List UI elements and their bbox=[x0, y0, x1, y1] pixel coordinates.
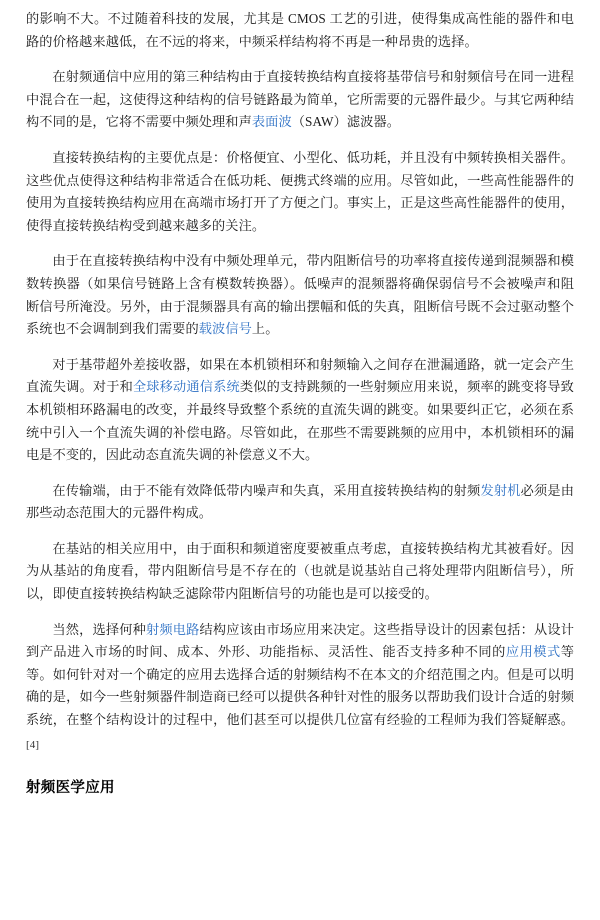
paragraph-text: 上。 bbox=[251, 321, 279, 337]
paragraph bbox=[26, 66, 574, 134]
inline-link[interactable]: 发射机 bbox=[480, 482, 521, 498]
paragraph bbox=[26, 250, 574, 340]
paragraph bbox=[26, 619, 574, 757]
reference-marker[interactable]: [4] bbox=[26, 738, 40, 751]
paragraph bbox=[26, 354, 574, 467]
paragraph-text: 等等。如何针对对一个确定的应用去选择合适的射频结构不在本文的介绍范围之内。但是可以明确的是，如今一些射频器件制造商已经可以提供各种针对性的服务以帮助我们设计合适的射频系统，在整个结构设计的过程中，他们甚至可以提供几位富有经验的工程师为我们答疑解惑。 bbox=[26, 644, 574, 728]
paragraph-text: （SAW）滤波器。 bbox=[291, 114, 401, 130]
inline-link[interactable]: 全球移动通信系统 bbox=[132, 379, 240, 395]
inline-link[interactable]: 载波信号 bbox=[198, 321, 252, 337]
paragraph bbox=[26, 8, 574, 53]
paragraph-text: 由于在直接转换结构中没有中频处理单元，带内阻断信号的功率将直接传递到混频器和模数转换器（如果信号链路上含有模数转换器）。低噪声的混频器将确保弱信号不会被噪声和阻断信号所淹没。另外，由于混频器具有高的输出摆幅和低的失真，阻断信号既不会过驱动整个系统也不会调制到我们需要的 bbox=[26, 253, 574, 337]
section-heading: 射频医学应用 bbox=[26, 780, 115, 797]
paragraph-text: 类似的支持跳频的一些射频应用来说，频率的跳变将导致本机锁相环路漏电的改变，并最终导致整个系统的直流失调的跳变。如果要纠正它，必须在系统中引入一个直流失调的补偿电路。尽管如此，在那些不需要跳频的应用中，本机锁相环的漏电是不变的，因此动态直流失调的补偿意义不大。 bbox=[26, 379, 574, 463]
paragraph bbox=[26, 538, 574, 606]
inline-link[interactable]: 表面波 bbox=[251, 114, 292, 130]
paragraph-text: 必须是由那些动态范围大的元器件构成。 bbox=[26, 482, 574, 521]
paragraph-text: 当然，选择何种 bbox=[52, 621, 147, 637]
paragraph-text: 的影响不大。不过随着科技的发展，尤其是 CMOS 工艺的引进，使得集成高性能的器件和电路的价格越来越低，在不远的将来，中频采样结构将不再是一种昂贵的选择。 bbox=[26, 11, 574, 49]
inline-link[interactable]: 射频电路 bbox=[146, 621, 200, 637]
paragraph bbox=[26, 147, 574, 237]
paragraph bbox=[26, 480, 574, 525]
paragraph-list bbox=[26, 8, 574, 756]
paragraph-text: 结构应该由市场应用来决定。这些指导设计的因素包括：从设计到产品进入市场的时间、成本、外形、功能指标、灵活性、能否支持多种不同的 bbox=[26, 621, 574, 660]
paragraph-text: 对于基带超外差接收器，如果在本机锁相环和射频输入之间存在泄漏通路，就一定会产生直流失调。对于和 bbox=[26, 356, 574, 395]
paragraph-text: 在基站的相关应用中，由于面积和频道密度要被重点考虑，直接转换结构尤其被看好。因为从基站的角度看，带内阻断信号是不存在的（也就是说基站自己将处理带内阻断信号），所以，即使直接转换结构缺乏滤除带内阻断信号的功能也是可以接受的。 bbox=[26, 540, 574, 602]
inline-link[interactable]: 应用模式 bbox=[505, 644, 561, 660]
paragraph-text: 直接转换结构的主要优点是：价格便宜、小型化、低功耗，并且没有中频转换相关器件。这些优点使得这种结构非常适合在低功耗、便携式终端的应用。尽管如此，一些高性能器件的使用为直接转换结构应用在高端市场打开了方便之门。事实上，正是这些高性能器件的使用，使得直接转换结构受到越来越多的关注。 bbox=[26, 149, 574, 233]
paragraph-text: 在传输端，由于不能有效降低带内噪声和失真，采用直接转换结构的射频 bbox=[52, 482, 481, 498]
paragraph-text: 在射频通信中应用的第三种结构由于直接转换结构直接将基带信号和射频信号在同一进程中混合在一起，这使得这种结构的信号链路最为简单，它所需要的元器件最少。与其它两种结构不同的是，它将不需要中频处理和声 bbox=[26, 69, 574, 130]
